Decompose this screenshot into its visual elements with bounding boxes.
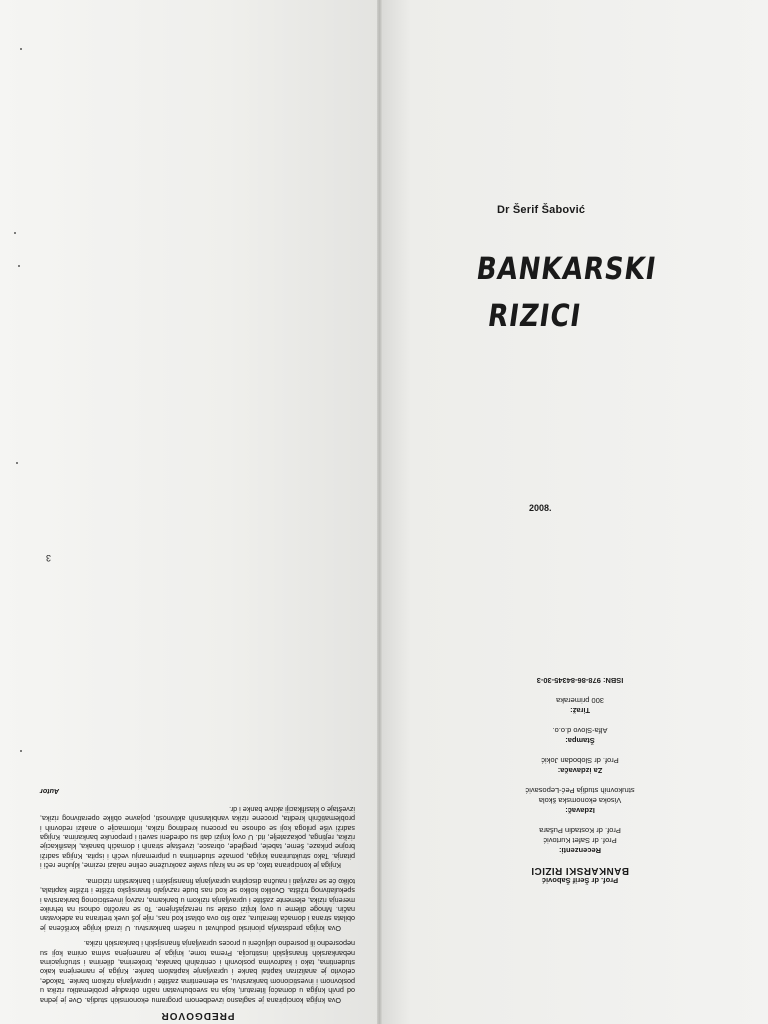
book-title-line-2: RIZICI [485,299,584,335]
imprint-author: Prof. dr Šerif Šabović [541,876,619,885]
publisher-line-1: Visoka ekonomska škola [538,796,622,805]
preface-paragraph-2: Ova knjiga predstavlja pionirski poduhvat u našem bankarstvu. U izradi knjige korišćena je obilata strana i domaća literatura, zato što ova oblast kod nas, nije još uvek tretirana na adekvatan način. Mnoge dileme u ovoj knjizi ostale su nerazjašnjene. To se naročito odnosi na tehnike merenja rizika, elemente zaštite i upravljanja rizikom u bankama, razvoj investicionog bankarstva i spekulativnog tržišta. Ovoliko koliko se kod nas bude razvijalo finansijsko tržište i tržište kapitala, toliko će se razvijati i naučna disciplina upravljanja finansijskim i bankarskim rizicima. [40,876,355,933]
book-spine [377,0,382,1024]
preface-paragraph-3: Knjiga je koncipirana tako, da se na kraju svake zaokružene celine nalazi rezime, ključne reči i pitanja. Tako strukturirana knjiga, pomaže studentima u pripremanju većih i ispita. Knjiga sadrži brojne prikaze, šeme, tabele, preglede, obrasce, izveštaje stranih i domaćih banaka, klasifikacije rizika, rejtinga, pokazatelje, itd. U ovoj knjizi dati su određeni saveti i preporuke bankarima. Knjiga sadrži više priloga koji se odnose na procenu kreditnog rizika, informacije o analizi redovnih i problematičnih kredita, procene rizika vanbilansnih aktivnosti, pojavne oblike operativnog rizika, izveštaje o klasifikaciji aktive banke i dr. [40,804,355,871]
imprint-book-title: BANKARSKI RIZICI [530,865,630,876]
preface-heading: PREDGOVOR [160,1010,235,1021]
scan-speck [20,750,22,752]
preface-signature: Autor [40,787,60,797]
run-label: Tiraž: [570,706,590,715]
scan-speck [18,265,20,267]
preface [40,575,355,1020]
book-title-line-1: BANKARSKI [474,251,659,288]
author-name: Dr Šerif Šabović [497,204,586,216]
isbn: ISBN: 978-86-84345-30-3 [536,676,624,685]
scan-speck [20,48,22,50]
scan-speck [14,232,16,234]
reviewers-label: Recenzenti: [558,846,602,855]
print-run: 300 primeraka [556,696,604,705]
publisher-label: Izdavač: [565,806,595,815]
reviewer-2: Prof. dr Kostadin Pušara [539,826,621,835]
scan-speck [16,462,18,464]
page-number: 3 [46,553,52,563]
publisher-line-2: strukovnih studija Peć-Leposavić [525,786,635,795]
for-publisher: Prof. dr Slobodan Jokić [541,756,619,765]
publication-year: 2008. [529,503,552,513]
print-label: Štampa: [565,736,595,745]
preface-paragraph-1: Ova knjiga koncipirana je saglasno izvedbenom programu ekonomskih studija. Ove je jedna od prvih knjiga u domaćoj literaturi, koja na sveobuhvatan način obrađuje problematiku rizika u poslovnom i investicionom bankarstvu, sa elementima zaštite i upravljanja rizikom banke. Takođe, celovito je analiziran kapital banke i upravljanje kapitalom banke. Knjiga je namenjena kako studentima, tako i kadrovima poslovnih i centralnih banaka, brokerima, dilerima i stručnjacima nebankarskih finansijskih institucija. Prema tome, knjiga je namenjena svima onima koji su neposredno ili posredno uključeni u proces upravljanja finansijskih i bankarskih rizika. [40,939,355,1005]
book-title [467,246,659,340]
reviewer-1: Prof. dr Safet Kurtović [543,836,617,845]
for-publisher-label: Za izdavača: [557,766,603,775]
imprint-block [490,650,670,885]
printer: Alfa-Slovo d.o.o. [552,726,608,735]
